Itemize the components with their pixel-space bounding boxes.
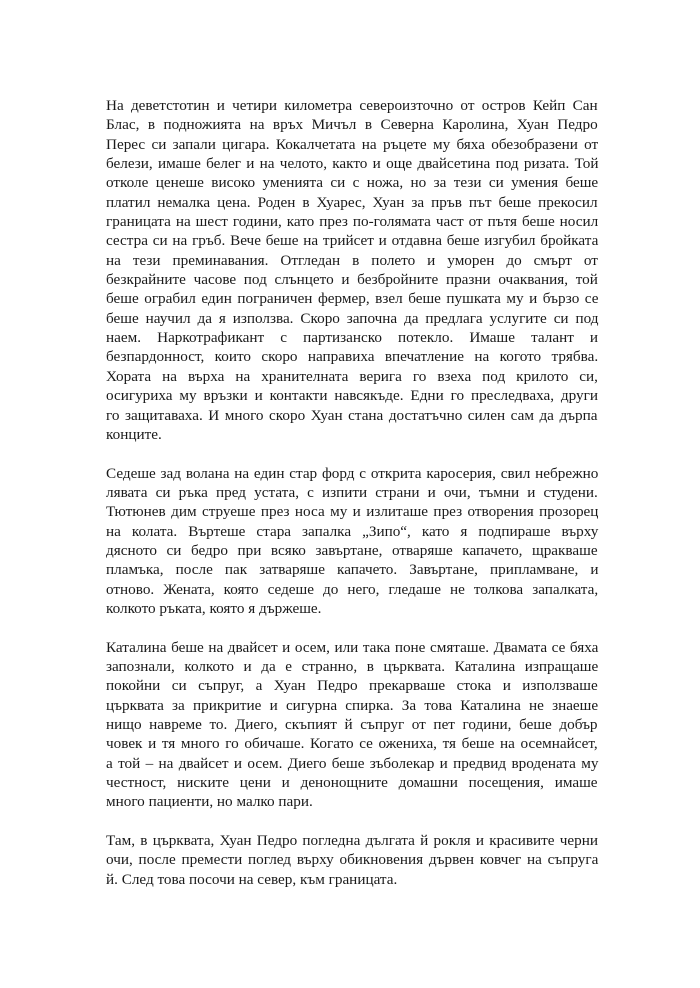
text-line: нищо навреме то. Диего, скъпият й съпруг от пет години, беше добър — [106, 716, 598, 733]
text-line: й. След това посочи на север, към границата. — [106, 870, 398, 888]
text-line: Каталина беше на двайсет и осем, или така поне смяташе. Двамата се бяха — [106, 638, 599, 656]
text-line: човек и тя много го обичаше. Когато се ожениха, тя беше на осемнайсет, — [106, 735, 598, 753]
text-line: покойни си съпруг, а Хуан Педро прекарваше стока и използваше — [106, 677, 598, 695]
text-line: беше научил да я използва. Скоро започна да предлага услугите си под — [106, 309, 599, 327]
text-line: църквата за прикритие и сигурна спирка. За това Каталина не знаеше — [106, 696, 599, 714]
text-line: а той – на двайсет и осем. Диего беше зъболекар и предвид вродената му — [106, 754, 599, 772]
text-line: наем. Наркотрафикант с партизанско потекло. Имаше талант и — [106, 329, 599, 347]
text-line: беше ограбил един пограничен фермер, взел беше пушката му и бързо се — [106, 290, 599, 308]
text-line: колкото ръката, която я държеше. — [106, 599, 322, 617]
body-text — [106, 96, 598, 908]
text-line: границата на шест години, като през по-голямата част от пътя беше носил — [106, 213, 599, 231]
text-line: лявата си ръка пред устата, с изпити страни и очи, тъмни и студени. — [106, 483, 598, 501]
text-line: Тютюнев дим струеше през носа му и излиташе през отворения прозорец — [106, 503, 599, 521]
text-line: сестра си на гръб. Вече беше на трийсет и отдавна беше изгубил бройката — [106, 232, 599, 250]
text-line: очи, после премести поглед върху обикновения дървен ковчег на съпруга — [106, 851, 599, 869]
text-line: белези, имаше белег и на челото, както и още двайсетина под ризата. Той — [106, 155, 599, 173]
text-line: платил немалка цена. Роден в Хуарес, Хуан за пръв път беше прекосил — [106, 193, 598, 211]
text-line: много пациенти, но малко пари. — [106, 793, 313, 811]
text-line: конците. — [106, 425, 162, 443]
text-line: го защитаваха. И много скоро Хуан стана достатъчно силен сам да дърпа — [106, 406, 598, 424]
paragraph — [106, 831, 598, 889]
text-line: Блас, в подножията на връх Мичъл в Северна Каролина, Хуан Педро — [106, 116, 598, 134]
text-line: безпардонност, които скоро направиха впечатление на когото трябва. — [106, 348, 599, 366]
text-line: На деветстотин и четири километра североизточно от остров Кейп Сан — [106, 97, 598, 114]
text-line: дясното си бедро при всяко завъртане, отваряше капачето, щракваше — [106, 541, 598, 559]
text-line: на колата. Въртеше стара запалка „Зипо“, като я подпираше върху — [106, 522, 599, 540]
text-line: запознали, колкото и да е странно, в църквата. Каталина изпращаше — [106, 657, 599, 675]
text-line: отново. Жената, която седеше до него, гледаше не толкова запалката, — [106, 580, 599, 598]
paragraph — [106, 96, 598, 444]
text-line: Перес си запали цигара. Кокалчетата на ръцете му бяха обезобразени от — [106, 135, 599, 153]
text-line: Хората на върха на хранителната верига го взеха под крилото си, — [106, 367, 598, 385]
text-line: отколе ценеше високо уменията си с ножа, но за тези си умения беше — [106, 174, 599, 192]
text-line: осигуриха му връзки и контакти навсякъде. Едни го преследваха, други — [106, 387, 599, 405]
text-line: Седеше зад волана на един стар форд с открита каросерия, свил небрежно — [106, 464, 599, 482]
paragraph — [106, 464, 598, 619]
text-line: безкрайните часове под слънцето и безбройните празни очаквания, той — [106, 271, 598, 289]
text-line: пламъка, после пак затваряше капачето. Завъртане, припламване, и — [106, 561, 599, 579]
text-line: на тези преминавания. Отгледан в полето и уморен до смърт от — [106, 251, 598, 269]
text-line: Там, в църквата, Хуан Педро погледна дългата й рокля и красивите черни — [106, 832, 599, 850]
text-line: честност, ниските цени и денонощните домашни посещения, имаше — [106, 774, 598, 792]
paragraph — [106, 638, 598, 812]
